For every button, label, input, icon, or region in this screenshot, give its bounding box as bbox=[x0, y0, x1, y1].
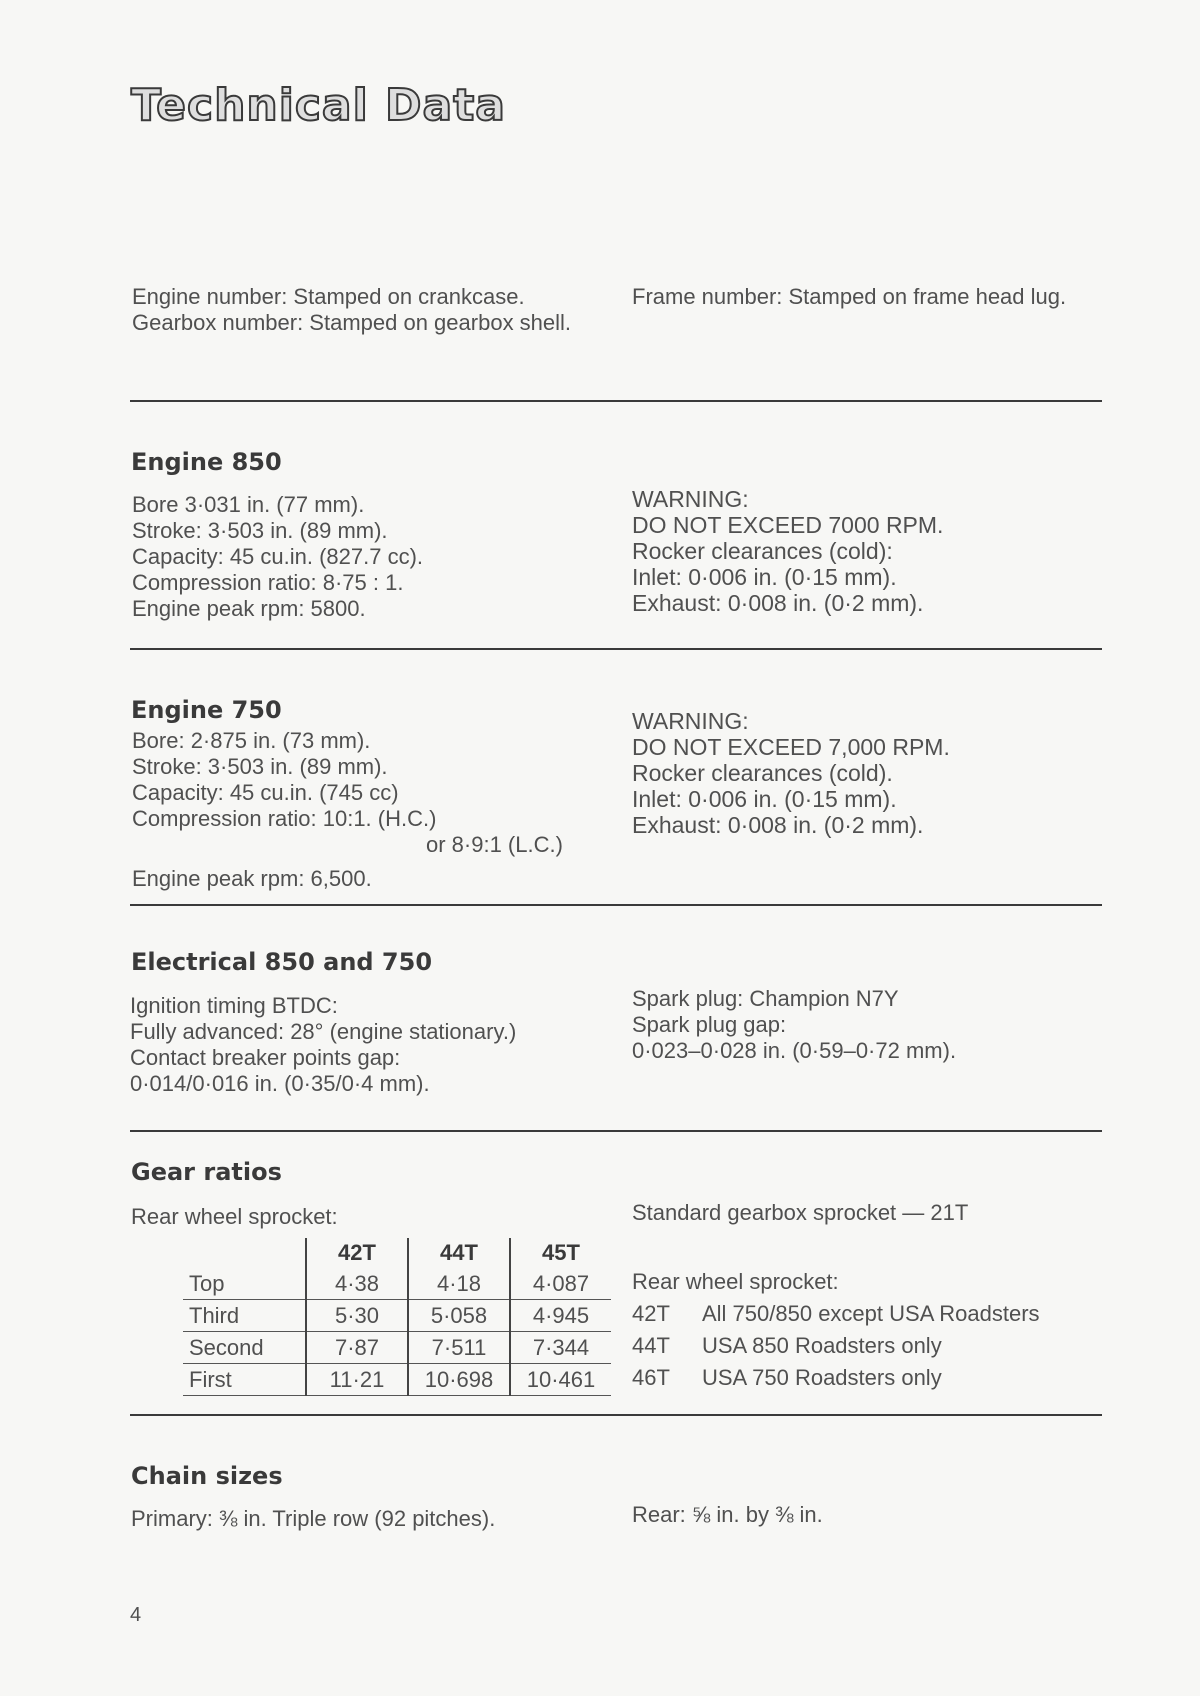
spec-line: Fully advanced: 28° (engine stationary.) bbox=[130, 1019, 517, 1044]
rear-sprocket-caption: Rear wheel sprocket: bbox=[131, 1204, 338, 1229]
engine-850-warning bbox=[632, 486, 1102, 616]
spec-line: Capacity: 45 cu.in. (827.7 cc). bbox=[132, 544, 424, 569]
table-header-44t: 44T bbox=[408, 1238, 510, 1268]
warning-text: DO NOT EXCEED 7000 RPM. bbox=[632, 512, 944, 538]
rear-chain bbox=[632, 1502, 1102, 1528]
spec-line: Capacity: 45 cu.in. (745 cc) bbox=[132, 780, 399, 805]
sprocket-use: All 750/850 except USA Roadsters bbox=[702, 1301, 1040, 1326]
spec-line: or 8·9:1 (L.C.) bbox=[426, 832, 563, 857]
rear-wheel-sprocket-label bbox=[131, 1204, 338, 1230]
table-row bbox=[183, 1300, 611, 1332]
rear-sprocket-heading bbox=[632, 1266, 1040, 1298]
ratio-cell: 4·945 bbox=[510, 1300, 611, 1332]
page-number: 4 bbox=[130, 1604, 142, 1626]
primary-chain bbox=[131, 1506, 621, 1532]
spec-line: 0·023–0·028 in. (0·59–0·72 mm). bbox=[632, 1038, 957, 1063]
spec-line: Compression ratio: 8·75 : 1. bbox=[132, 570, 404, 595]
section-title-gear-ratios: Gear ratios bbox=[131, 1158, 282, 1186]
gear-name: First bbox=[183, 1364, 306, 1396]
spec-line: Exhaust: 0·008 in. (0·2 mm). bbox=[632, 812, 924, 838]
engine-750-specs bbox=[132, 728, 612, 892]
sprocket-use: USA 750 Roadsters only bbox=[702, 1365, 942, 1390]
gear-name: Third bbox=[183, 1300, 306, 1332]
table-header-row bbox=[183, 1238, 611, 1268]
section-title-engine-850: Engine 850 bbox=[131, 448, 282, 476]
spec-line: Rocker clearances (cold). bbox=[632, 760, 893, 786]
spec-line: Exhaust: 0·008 in. (0·2 mm). bbox=[632, 590, 924, 616]
section-title-engine-750: Engine 750 bbox=[131, 696, 282, 724]
section-divider bbox=[130, 400, 1102, 402]
table-header-45t: 45T bbox=[510, 1238, 611, 1268]
sprocket-use: USA 850 Roadsters only bbox=[702, 1333, 942, 1358]
table-header-42t: 42T bbox=[306, 1238, 408, 1268]
sprocket-size: 46T bbox=[632, 1365, 670, 1390]
spec-line: Spark plug gap: bbox=[632, 1012, 787, 1037]
spec-line: Inlet: 0·006 in. (0·15 mm). bbox=[632, 786, 897, 812]
engine-750-warning bbox=[632, 708, 1102, 838]
warning-label: WARNING: bbox=[632, 486, 749, 512]
section-divider bbox=[130, 1414, 1102, 1416]
section-title-chain-sizes: Chain sizes bbox=[131, 1462, 283, 1490]
spec-line: Contact breaker points gap: bbox=[130, 1045, 401, 1070]
standard-sprocket-text: Standard gearbox sprocket — 21T bbox=[632, 1200, 969, 1225]
ratio-cell: 7·87 bbox=[306, 1332, 408, 1364]
spec-line: Spark plug: Champion N7Y bbox=[632, 986, 899, 1011]
gearbox-number-text: Gearbox number: Stamped on gearbox shell. bbox=[132, 310, 572, 335]
ratio-cell: 5·058 bbox=[408, 1300, 510, 1332]
sprocket-size: 42T bbox=[632, 1301, 670, 1326]
frame-number-text: Frame number: Stamped on frame head lug. bbox=[632, 284, 1067, 309]
rear-sprocket-list bbox=[632, 1266, 1040, 1394]
spec-line: Inlet: 0·006 in. (0·15 mm). bbox=[632, 564, 897, 590]
electrical-specs bbox=[130, 993, 620, 1097]
sprocket-size: 44T bbox=[632, 1333, 670, 1358]
section-divider bbox=[130, 1130, 1102, 1132]
rear-sprocket-title: Rear wheel sprocket: bbox=[632, 1269, 839, 1294]
spec-line: Engine peak rpm: 5800. bbox=[132, 596, 366, 621]
ratio-cell: 7·511 bbox=[408, 1332, 510, 1364]
standard-sprocket bbox=[632, 1200, 1102, 1226]
identification-left bbox=[132, 284, 610, 336]
spec-line: 0·014/0·016 in. (0·35/0·4 mm). bbox=[130, 1071, 430, 1096]
spark-plug-specs bbox=[632, 986, 1102, 1064]
spec-line: Bore 3·031 in. (77 mm). bbox=[132, 492, 365, 517]
table-row bbox=[183, 1332, 611, 1364]
ratio-cell: 7·344 bbox=[510, 1332, 611, 1364]
ratio-cell: 5·30 bbox=[306, 1300, 408, 1332]
gear-name: Top bbox=[183, 1268, 306, 1300]
page-title: Technical Data bbox=[131, 80, 506, 131]
list-item bbox=[632, 1298, 1040, 1330]
spec-line: Stroke: 3·503 in. (89 mm). bbox=[132, 518, 388, 543]
spec-line: Rocker clearances (cold): bbox=[632, 538, 893, 564]
gear-name: Second bbox=[183, 1332, 306, 1364]
spec-line: Stroke: 3·503 in. (89 mm). bbox=[132, 754, 388, 779]
gear-ratio-table bbox=[183, 1238, 611, 1396]
ratio-cell: 4·087 bbox=[510, 1268, 611, 1300]
ratio-cell: 4·18 bbox=[408, 1268, 510, 1300]
ratio-cell: 11·21 bbox=[306, 1364, 408, 1396]
table-header-blank bbox=[183, 1238, 306, 1268]
list-item bbox=[632, 1362, 1040, 1394]
ratio-cell: 10·461 bbox=[510, 1364, 611, 1396]
warning-text: DO NOT EXCEED 7,000 RPM. bbox=[632, 734, 950, 760]
spec-line: Ignition timing BTDC: bbox=[130, 993, 338, 1018]
spec-line: Engine peak rpm: 6,500. bbox=[132, 866, 372, 891]
table-row bbox=[183, 1268, 611, 1300]
primary-chain-text: Primary: ⅜ in. Triple row (92 pitches). bbox=[131, 1506, 496, 1531]
section-divider bbox=[130, 904, 1102, 906]
list-item bbox=[632, 1330, 1040, 1362]
ratio-cell: 4·38 bbox=[306, 1268, 408, 1300]
ratio-cell: 10·698 bbox=[408, 1364, 510, 1396]
engine-number-text: Engine number: Stamped on crankcase. bbox=[132, 284, 525, 309]
rear-chain-text: Rear: ⅝ in. by ⅜ in. bbox=[632, 1502, 823, 1527]
warning-label: WARNING: bbox=[632, 708, 749, 734]
spec-line: Bore: 2·875 in. (73 mm). bbox=[132, 728, 371, 753]
section-divider bbox=[130, 648, 1102, 650]
engine-850-specs bbox=[132, 492, 612, 622]
table-row bbox=[183, 1364, 611, 1396]
section-title-electrical: Electrical 850 and 750 bbox=[131, 948, 433, 976]
identification-right bbox=[632, 284, 1102, 310]
spec-line: Compression ratio: 10:1. (H.C.) bbox=[132, 806, 437, 831]
